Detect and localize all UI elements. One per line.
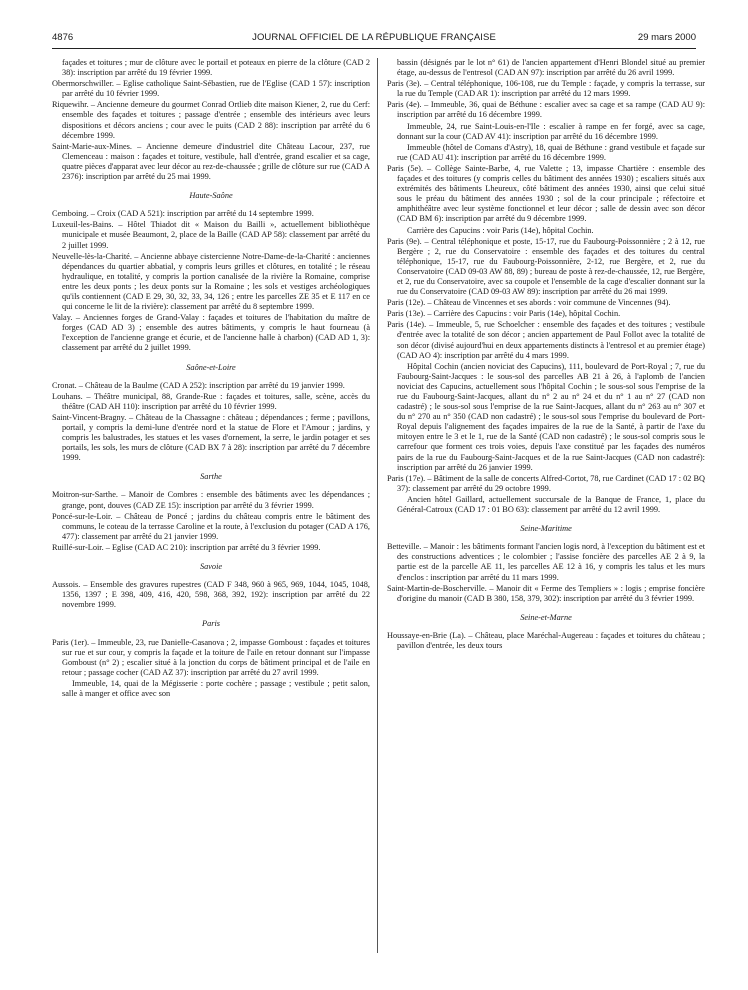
page-header xyxy=(52,32,696,46)
journal-title: JOURNAL OFFICIEL DE LA RÉPUBLIQUE FRANÇAISE xyxy=(252,32,496,43)
section-heading: Sarthe xyxy=(200,472,222,482)
monument-entry: Aussois. – Ensemble des gravures rupestres (CAD F 348, 960 à 965, 969, 1044, 1045, 1048, 1356, 1397 ; E 398, 409, 416, 420, 598, 368, 392, 192): inscription par arrêté du 22 novembre 1999. xyxy=(52,580,370,610)
entry-paragraph: Ancien hôtel Gaillard, actuellement succursale de la Banque de France, 1, place du Général-Catroux (CAD 17 : 01 BO 63): classement par arrêté du 12 avril 1999. xyxy=(397,494,705,515)
monument-entry: Paris (13e). – Carrière des Capucins : voir Paris (14e), hôpital Cochin. xyxy=(387,309,621,319)
section-heading: Saône-et-Loire xyxy=(186,362,236,372)
entry-paragraph: Immeuble, 24, rue Saint-Louis-en-l'Ile : escalier à rampe en fer forgé, avec sa cage, donnant sur la cour (CAD AV 41): inscription par arrêté du 16 décembre 1999. xyxy=(397,121,705,141)
entry-paragraph: Hôpital Cochin (ancien noviciat des Capucins), 111, boulevard de Port-Royal ; 7, rue du Faubourg-Saint-Jacques : le sous-sol des parcelles AB 21 à 26, à l'aplomb de l'ancien noviciat des Capucins, actuellement sous l'hôpital Cochin ; le sous-sol sous l'emprise de la rue du Faubourg-Saint-Jacques, allant du n° 2 au n° 24 et du n° 1 au n° 27 (CAD non cadastré) ; le sous-sol sous l'emprise de la rue Saint-Jacques, allant du n° 263 au n° 307 et du n° 270 au n° 350 (CAD non cadastré) ; le sous-sol sous l'emprise du boulevard de Port-Royal depuis l'alignement des façades impaires de la rue de la Santé, à partir de l'axe du mitoyen entre le 3 et le 1, rue de la Santé (CAD non cadastré) ; le sous-sol compris sous le carrefour que forment ces trois voies, depuis l'axe constitué par les façades des numéros pairs de la rue du Faubourg-Saint-Jacques et de la rue Saint-Jacques (CAD non cadastré): inscription par arrêté du 26 janvier 1999. xyxy=(397,361,705,472)
monument-entry: Moitron-sur-Sarthe. – Manoir de Combres : ensemble des bâtiments avec les dépendances ; grange, pont, douves (CAD ZE 15): inscription par arrêté du 3 février 1999. xyxy=(52,490,370,510)
page-number: 4876 xyxy=(52,32,74,43)
monument-entry: Ruillé-sur-Loir. – Eglise (CAD AC 210): inscription par arrêté du 3 février 1999. xyxy=(52,542,321,552)
section-heading: Seine-Maritime xyxy=(520,524,572,534)
monument-entry: Betteville. – Manoir : les bâtiments formant l'ancien logis nord, à l'exception du bâtiment est et des constructions adventices ; le colombier ; l'assise foncière des parcelles AE 2 à 9, la partie est de la parcelle AE 11, les parcelles AE 12 à 16, y compris les talus et les murs d'enclos : inscription par arrêté du 11 mars 1999. xyxy=(387,542,705,582)
section-heading: Seine-et-Marne xyxy=(520,612,572,622)
monument-entry: Paris (14e). – Immeuble, 5, rue Schoelcher : ensemble des façades et des toitures ; vestibule d'entrée avec la totalité de son décor ; ancien appartement de Paul Follot avec la totalité de son décor (divisé aujourd'hui en deux appartements distincts à l'entresol et au premier étage) (CAD AO 4): inscription par arrêté du 4 mars 1999. xyxy=(387,320,705,360)
issue-date: 29 mars 2000 xyxy=(637,32,696,43)
monument-entry: Luxeuil-les-Bains. – Hôtel Thiadot dit « Maison du Bailli », actuellement bibliothèque municipale et musée Beaumont, 2, place de la Baille (CAD AP 58): classement par arrêté du 2 juillet 1999. xyxy=(52,220,370,250)
monument-entry: Saint-Marie-aux-Mines. – Ancienne demeure d'industriel dite Château Lacour, 237, rue Clemenceau : maison : façades et toiture, vestibule, hall d'entrée, grand escalier et sa cage, quatre pièces d'apparat avec leur décor au rez-de-chaussée ; grille de clôture sur rue (CAD A 2376): inscription par arrêté du 25 mai 1999. xyxy=(52,141,370,182)
monument-entry: Saint-Martin-de-Boscherville. – Manoir dit « Ferme des Templiers » : logis ; emprise foncière d'origine du manoir (CAD B 380, 158, 379, 302): inscription par arrêté du 3 février 1999. xyxy=(387,583,705,603)
entry-continuation: façades et toitures ; mur de clôture avec le portail et poteaux en pierre de la clôture (CAD 2 38): inscription par arrêté du 19 février 1999. xyxy=(62,58,370,78)
entry-paragraph: Carrière des Capucins : voir Paris (14e), hôpital Cochin. xyxy=(407,225,594,235)
right-column xyxy=(387,58,705,652)
monument-entry: Paris (5e). – Collège Sainte-Barbe, 4, rue Valette ; 13, impasse Chartière : ensemble des façades et des toitures (y compris celles du bâtiment des années 1930) ; escaliers situés aux extrémités des bâtiments Lheureux, côté bâtiment des années 1930, ainsi que celui situé sous le préau du bâtiment des années 1930 ; sol de la cour principale ; réfectoire et amphithéâtre avec leur système fonctionnel et leur décor ; salle de dessin avec son décor (CAD BM 6): inscription par arrêté du 9 décembre 1999. xyxy=(387,163,705,224)
column-divider xyxy=(377,58,378,953)
monument-entry: Houssaye-en-Brie (La). – Château, place Maréchal-Augereau : façades et toitures du château ; pavillon d'entrée, les deux tours xyxy=(387,630,705,650)
monument-entry: Riquewihr. – Ancienne demeure du gourmet Conrad Ortlieb dite maison Kiener, 2, rue du Cerf: ensemble des façades et toitures ; passage d'entrée ; ensemble des intérieurs avec leurs dispositions et décors anciens ; cour avec le puits (CAD 2 88): inscription par arrêté du 6 décembre 1999. xyxy=(52,100,370,140)
entry-paragraph: Immeuble (hôtel de Comans d'Astry), 18, quai de Béthune : grand vestibule et façade sur rue (CAD AU 41): inscription par arrêté du 16 décembre 1999. xyxy=(397,142,705,162)
monument-entry: Paris (3e). – Central téléphonique, 106-108, rue du Temple : façade, y compris la terrasse, sur la rue du Temple (CAD AR 1): inscription par arrêté du 12 mars 1999. xyxy=(387,79,705,99)
section-heading: Paris xyxy=(202,619,220,629)
monument-entry: Obermorschwiller. – Eglise catholique Saint-Sébastien, rue de l'Eglise (CAD 1 57): inscription par arrêté du 10 février 1999. xyxy=(52,79,370,99)
section-heading: Savoie xyxy=(199,562,223,572)
monument-entry: Poncé-sur-le-Loir. – Château de Poncé ; jardins du château compris entre le bâtiment des communs, le coteau de la terrasse Caroline et la route, à l'exclusion du potager (CAD A 176, 477): classement par arrêté du 21 janvier 1999. xyxy=(52,511,370,541)
monument-entry: Paris (4e). – Immeuble, 36, quai de Béthune : escalier avec sa cage et sa rampe (CAD AU 9): inscription par arrêté du 16 décembre 1999. xyxy=(387,100,705,120)
header-rule xyxy=(52,48,696,49)
monument-entry: Louhans. – Théâtre municipal, 88, Grande-Rue : façades et toitures, salle, scène, accès du théâtre (CAD AH 110): inscription par arrêté du 10 février 1999. xyxy=(52,391,370,411)
entry-paragraph: Immeuble, 14, quai de la Mégisserie : porte cochère ; passage ; vestibule ; petit salon, salle à manger et office avec son xyxy=(62,678,370,698)
monument-entry: Paris (17e). – Bâtiment de la salle de concerts Alfred-Cortot, 78, rue Cardinet (CAD 17 : 02 BQ 37): classement par arrêté du 29 octobre 1999. xyxy=(387,473,705,493)
monument-entry: Cemboing. – Croix (CAD A 521): inscription par arrêté du 14 septembre 1999. xyxy=(52,209,314,219)
left-column xyxy=(52,58,370,700)
monument-entry: Cronat. – Château de la Baulme (CAD A 252): inscription par arrêté du 19 janvier 1999. xyxy=(52,380,345,390)
monument-entry: Paris (9e). – Central téléphonique et poste, 15-17, rue du Faubourg-Poissonnière ; 2 à 12, rue Bergère ; 2, rue du Conservatoire : ensemble des façades et des toitures du central téléphonique, 15-17, rue du Faubourg-Poissonnière, 2-12, rue Bergère, et 2, rue du Conservatoire (CAD 09-03 AW 88, 89) ; bureau de poste à rez-de-chaussée, 12, rue Bergère, et 2, rue du Conservatoire, avec sa coupole et l'ensemble de la cage d'escalier donnant sur la rue du Conservatoire (CAD 09-03 AW 89): inscription par arrêté du 26 mai 1999. xyxy=(387,236,705,297)
section-heading: Haute-Saône xyxy=(189,191,233,201)
monument-entry: Paris (1er). – Immeuble, 23, rue Danielle-Casanova ; 2, impasse Gomboust : façades et toitures sur rue et sur cour, y compris la façade et la toiture de l'aile en retour donnant sur l'impasse Gomboust (n° 2) ; escalier situé à la jonction du corps de bâtiment principal et de l'aile en retour ; passage cocher (CAD AZ 37): inscription par arrêté du 27 avril 1999. xyxy=(52,637,370,677)
entry-continuation: bassin (désignés par le lot n° 61) de l'ancien appartement d'Henri Blondel situé au premier étage, au-dessus de l'entresol (CAD AN 97): inscription par arrêté du 26 avril 1999. xyxy=(397,58,705,78)
monument-entry: Neuvelle-lès-la-Charité. – Ancienne abbaye cistercienne Notre-Dame-de-la-Charité : anciennes dépendances du quartier abbatial, y compris leurs grilles et clôtures, en totalité ; le réseau hydraulique, en totalité, y compris la portion canalisée de la rivière la Romaine, comprise entre les deux ponts ; les deux ponts sur la Romaine ; les sols et vestiges archéologiques qu'ils contiennent (CAD E 29, 30, 32, 33, 34, 126 ; entre les parcelles ZE 35 et E 117 en ce qui concerne le lit de la rivière): classement par arrêté du 8 septembre 1999. xyxy=(52,251,370,312)
monument-entry: Paris (12e). – Château de Vincennes et ses abords : voir commune de Vincennes (94). xyxy=(387,298,671,308)
monument-entry: Valay. – Anciennes forges de Grand-Valay : façades et toitures de l'habitation du maître de forges (CAD AD 3) ; ensemble des autres bâtiments, y compris le haut fourneau (à l'exception de l'ancienne grange et écurie, et de l'ancienne halle à charbon) (CAD AD 1, 3): classement par arrêté du 2 juillet 1999. xyxy=(52,313,370,353)
monument-entry: Saint-Vincent-Bragny. – Château de la Chassagne : château ; dépendances ; ferme ; pavillons, portail, y compris la demi-lune d'entrée nord et la statue de Flore et l'Amour ; jardins, y compris les balustrades, les statues et les vases d'ornement, la serre, le jardin potager et ses portails, les sols, les murs de clôture (CAD BX 7 à 28): inscription par arrêté du 7 décembre 1999. xyxy=(52,412,370,463)
